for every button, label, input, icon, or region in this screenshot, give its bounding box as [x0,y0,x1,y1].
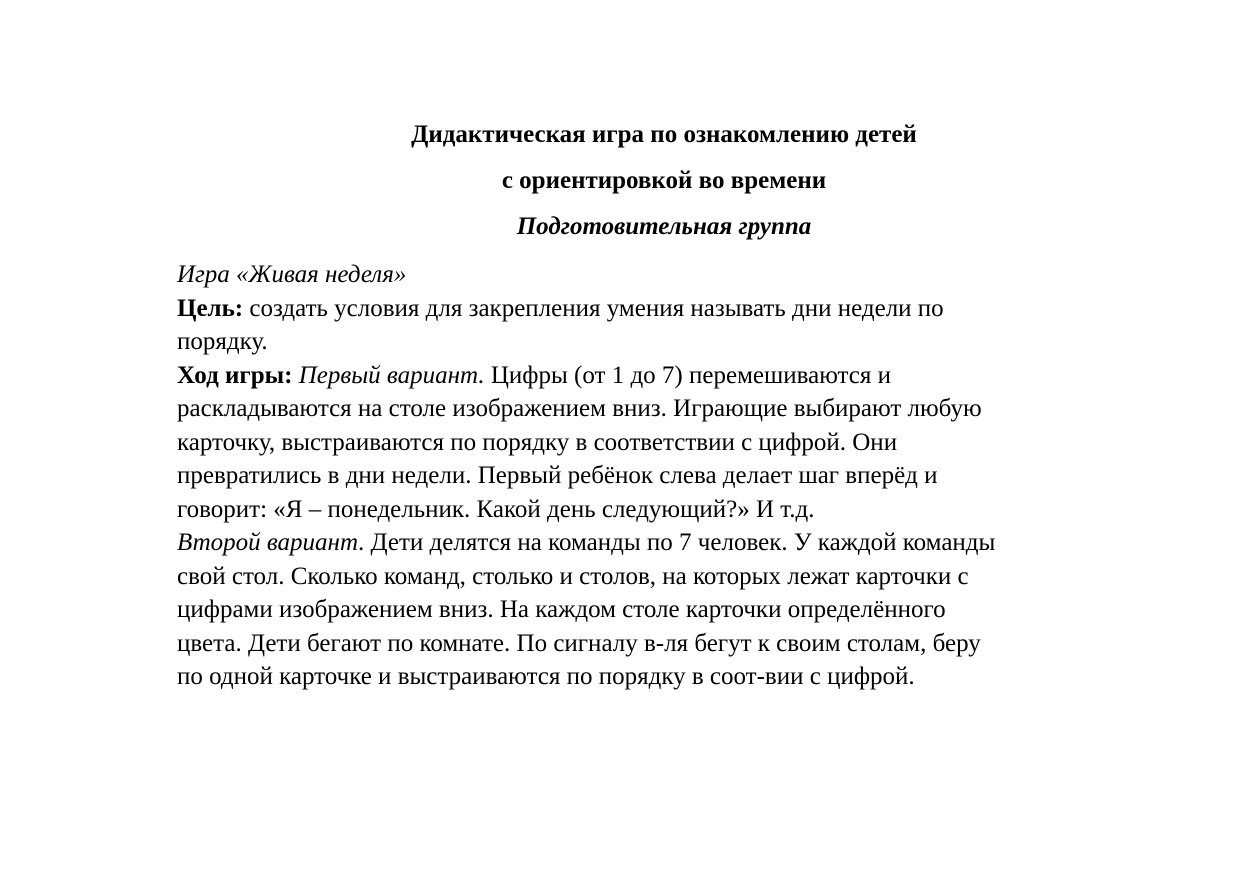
variant-1-text-1: Цифры (от 1 до 7) перемешиваются и [484,361,891,389]
document-body [177,258,1177,694]
goal-line-2: порядку. [177,328,268,355]
variant-1-line-2: раскладываются на столе изображением вниз. Играющие выбирают любую [177,395,982,422]
variant-2-line-3: цифрами изображением вниз. На каждом столе карточки определённого [177,596,946,623]
variant-2-line-1 [177,526,1177,560]
goal-line-1 [177,292,1177,326]
document-title-line-2: с ориентировкой во времени [501,167,827,194]
variant-2-label: Второй вариант [177,529,359,556]
variant-2-line-2: свой стол. Сколько команд, столько и столов, на которых лежат карточки с [177,562,969,590]
variant-2-line-5: по одной карточке и выстраиваются по порядку в соот-вии с цифрой. [177,663,915,690]
variant-1-line-5: говорит: «Я – понедельник. Какой день следующий?» И т.д. [177,495,815,523]
goal-label: Цель: [177,294,244,322]
variant-1-label: Первый вариант. [292,361,485,389]
variant-2-text-1: . Дети делятся на команды по 7 человек. У каждой команды [358,529,996,556]
course-label: Ход игры: [177,361,293,389]
variant-1-line-4: превратились в дни недели. Первый ребёнок слева делает шаг вперёд и [177,462,938,489]
course-line-1 [177,359,1177,393]
variant-1-line-3: карточку, выстраиваются по порядку в соответствии с цифрой. Они [177,428,898,456]
variant-2-line-4: цвета. Дети бегают по комнате. По сигналу в-ля бегут к своим столам, беру [177,629,981,657]
goal-text-1: создать условия для закрепления умения называть дни недели по [243,294,944,322]
document-subtitle: Подготовительная группа [516,213,812,240]
game-name: Игра «Живая неделя» [177,261,407,288]
document-title-line-1: Дидактическая игра по ознакомлению детей [411,121,917,148]
